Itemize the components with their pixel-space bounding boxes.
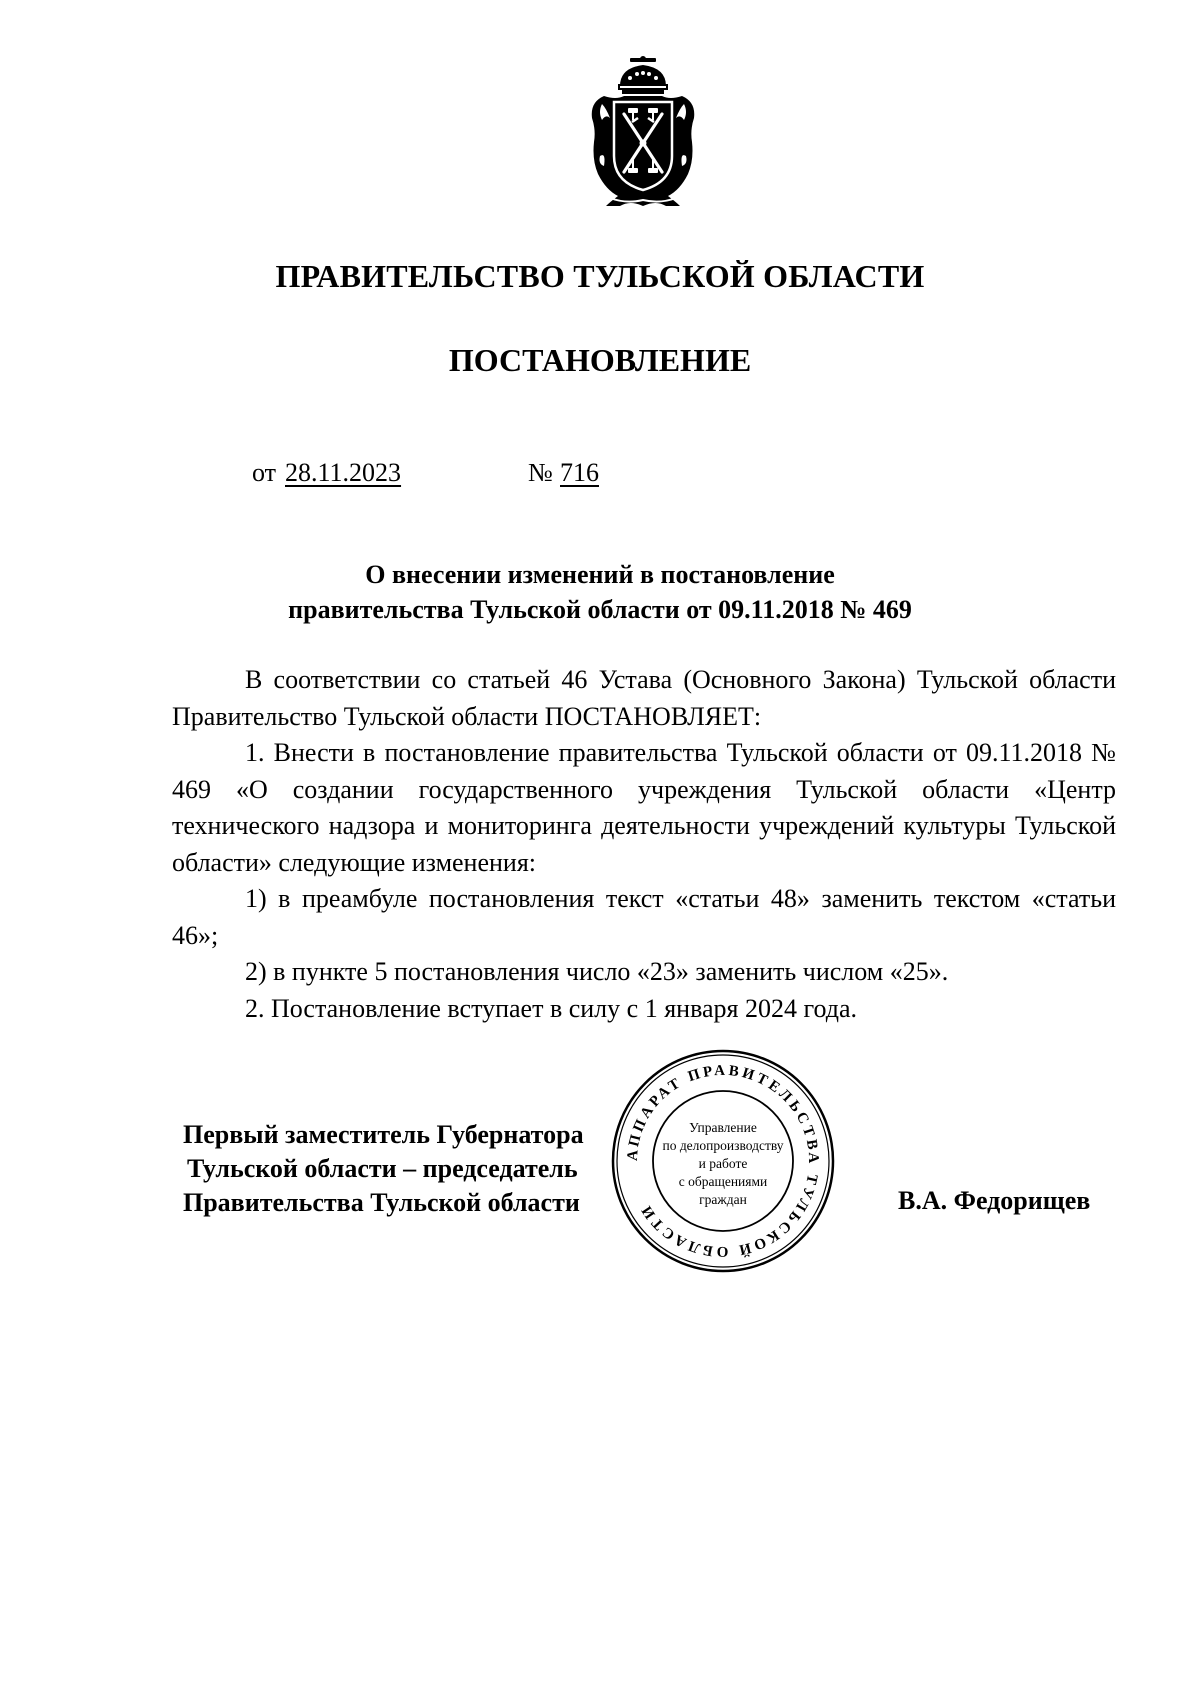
position-line-1: Первый заместитель Губернатора xyxy=(183,1120,584,1149)
government-title: ПРАВИТЕЛЬСТВО ТУЛЬСКОЙ ОБЛАСТИ xyxy=(275,258,925,294)
number-prefix: № xyxy=(528,458,553,487)
signatory-name: В.А. Федорищев xyxy=(898,1186,1091,1215)
stamp-center-line-2: по делопроизводству xyxy=(662,1138,784,1153)
subject-line-1: О внесении изменений в постановление xyxy=(365,560,835,589)
signatory-position xyxy=(183,1118,643,1220)
item-2-paragraph: 2. Постановление вступает в силу с 1 января 2024 года. xyxy=(245,993,858,1023)
date-number-line xyxy=(252,458,632,490)
preamble-paragraph: В соответствии со статьей 46 Устава (Основного Закона) Тульской области Правительство Тульской области ПОСТАНОВЛЯЕТ: xyxy=(172,665,1116,731)
document-number: 716 xyxy=(560,458,599,487)
stamp-center-line-5: граждан xyxy=(699,1192,747,1207)
official-stamp xyxy=(610,1048,836,1274)
stamp-center-line-4: с обращениями xyxy=(678,1174,768,1189)
document-body xyxy=(172,662,1116,1027)
tula-coat-of-arms-icon xyxy=(584,56,702,214)
document-date: 28.11.2023 xyxy=(285,458,402,487)
stamp-center-line-3: и работе xyxy=(698,1156,748,1171)
item-1-subitem-2: 2) в пункте 5 постановления число «23» заменить числом «25». xyxy=(245,957,949,986)
subject-line-2: правительства Тульской области от 09.11.2018 № 469 xyxy=(288,595,912,624)
item-1-subitem-1: 1) в преамбуле постановления текст «статьи 48» заменить текстом «статьи 46»; xyxy=(172,884,1116,950)
date-prefix: от xyxy=(252,458,277,487)
position-line-2: Тульской области – председатель xyxy=(187,1154,578,1183)
document-subject xyxy=(0,557,1200,627)
document-type-title: ПОСТАНОВЛЕНИЕ xyxy=(448,342,752,378)
position-line-3: Правительства Тульской области xyxy=(183,1188,580,1217)
stamp-ring-text: АППАРАТ ПРАВИТЕЛЬСТВА ТУЛЬСКОЙ ОБЛАСТИ xyxy=(624,1062,822,1260)
item-1-paragraph: 1. Внести в постановление правительства Тульской области от 09.11.2018 № 469 «О создании государственного учреждения Тульской области «Центр технического надзора и мониторинга деятельности учреждений культуры Тульской области» следующие изменения: xyxy=(172,738,1116,877)
stamp-center-line-1: Управление xyxy=(689,1120,757,1135)
